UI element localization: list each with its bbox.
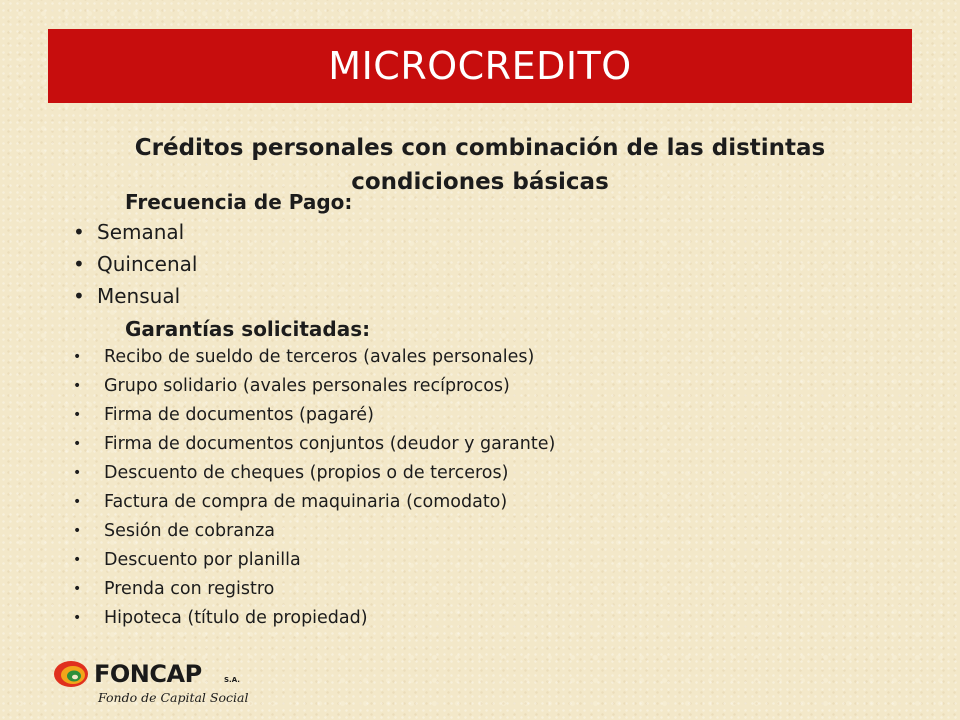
- list-item: • Prenda con registro: [70, 575, 555, 604]
- list-item: • Descuento de cheques (propios o de terceros): [70, 459, 555, 488]
- list-item: • Quincenal: [70, 248, 197, 280]
- list-item: • Firma de documentos (pagaré): [70, 401, 555, 430]
- slide-subtitle: Créditos personales con combinación de las distintas condiciones básicas: [134, 135, 826, 195]
- logo-wordmark: FONCAP: [94, 660, 202, 688]
- list-item: • Recibo de sueldo de terceros (avales personales): [70, 343, 555, 372]
- list-item: • Semanal: [70, 216, 197, 248]
- list-item: • Mensual: [70, 280, 197, 312]
- list-item: • Factura de compra de maquinaria (comodato): [70, 488, 555, 517]
- list-item: • Grupo solidario (avales personales recíprocos): [70, 372, 555, 401]
- list-item: • Hipoteca (título de propiedad): [70, 604, 555, 633]
- list-item: • Sesión de cobranza: [70, 517, 555, 546]
- logo-tagline: Fondo de Capital Social: [98, 690, 249, 705]
- foncap-logo-icon: [52, 658, 92, 690]
- guarantees-heading: Garantías solicitadas:: [125, 317, 371, 341]
- payment-frequency-heading: Frecuencia de Pago:: [125, 190, 353, 214]
- logo-suffix: S.A.: [224, 676, 240, 684]
- slide-title: MICROCREDITO: [328, 44, 632, 88]
- list-item: • Firma de documentos conjuntos (deudor y garante): [70, 430, 555, 459]
- payment-frequency-list: [70, 216, 197, 312]
- guarantees-list: [70, 343, 555, 633]
- foncap-logo: [52, 656, 249, 712]
- title-bar: [48, 29, 912, 103]
- list-item: • Descuento por planilla: [70, 546, 555, 575]
